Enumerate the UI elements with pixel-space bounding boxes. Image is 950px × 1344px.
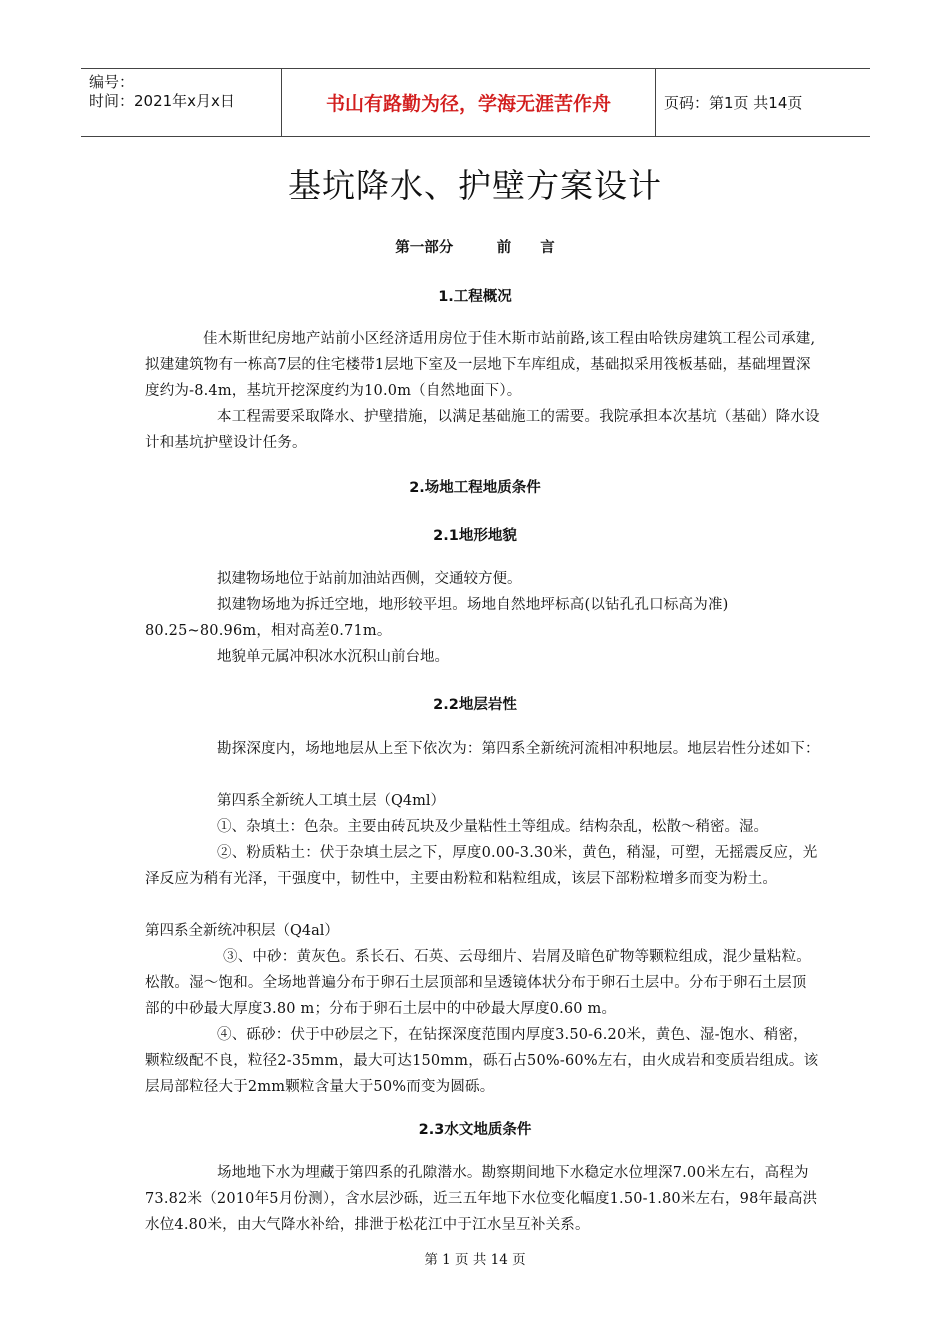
part-heading: 第一部分 前 言	[395, 240, 555, 256]
header-page-label: 页码：第1页 共14页	[664, 94, 803, 112]
line-fill-layer: 第四系全新统人工填土层（Q4ml）	[217, 793, 445, 809]
paragraph-site-location: 拟建物场地位于站前加油站西侧，交通较方便。	[217, 571, 522, 587]
document-title: 基坑降水、护壁方案设计	[288, 166, 662, 205]
section-heading-2: 2.场地工程地质条件	[409, 480, 541, 496]
paragraph-site-terrain: 拟建物场地为拆迁空地，地形较平坦。场地自然地坪标高(以钻孔孔口标高为准) 80.25~80.96m，相对高差0.71m。	[145, 597, 729, 639]
paragraph-gravel-sand: ④、砾砂：伏于中砂层之下，在钻探深度范围内厚度3.50-6.20米，黄色、湿-饱水、稍密，颗粒级配不良，粒径2-35mm，最大可达150mm，砾石占50%-60%左右，由火成岩和变质岩组成。该层局部粒径大于2mm颗粒含量大于50%而变为圆砾。	[145, 1027, 819, 1095]
date-label: 时间：2021年x月x日	[89, 92, 235, 110]
section-heading-2-1: 2.1地形地貌	[433, 528, 517, 544]
number-label: 编号：	[89, 73, 135, 91]
section-heading-2-2: 2.2地层岩性	[433, 697, 517, 713]
paragraph-strata-intro: 勘探深度内，场地地层从上至下依次为：第四系全新统河流相冲积地层。地层岩性分述如下：	[217, 741, 820, 757]
section-heading-2-3: 2.3水文地质条件	[418, 1122, 532, 1138]
document-header	[81, 68, 870, 137]
page-footer: 第 1 页 共 14 页	[424, 1252, 526, 1268]
paragraph-project-overview: 佳木斯世纪房地产站前小区经济适用房位于佳木斯市站前路,该工程由哈铁房建筑工程公司承建,拟建建筑物有一栋高7层的住宅楼带1层地下室及一层地下车库组成，基础拟采用筏板基础，基础埋置深度约为-8.4m，基坑开挖深度约为10.0m（自然地面下）。	[145, 331, 816, 399]
section-heading-1: 1.工程概况	[438, 289, 512, 305]
paragraph-landform: 地貌单元属冲积冰水沉积山前台地。	[217, 649, 449, 665]
header-motto: 书山有路勤为径，学海无涯苦作舟	[281, 69, 656, 136]
line-alluvial-layer: 第四系全新统冲积层（Q4al）	[145, 923, 339, 939]
line-miscellaneous-fill: ①、杂填土：色杂。主要由砖瓦块及少量粘性土等组成。结构杂乱，松散～稍密。湿。	[217, 819, 768, 835]
paragraph-project-task: 本工程需要采取降水、护壁措施，以满足基础施工的需要。我院承担本次基坑（基础）降水设计和基坑护壁设计任务。	[145, 409, 820, 451]
paragraph-hydrogeology: 场地地下水为埋藏于第四系的孔隙潜水。勘察期间地下水稳定水位埋深7.00米左右，高程为73.82米（2010年5月份测），含水层沙砾，近三五年地下水位变化幅度1.50-1.80米左右，98年最高洪水位4.80米，由大气降水补给，排泄于松花江中于江水呈互补关系。	[145, 1165, 818, 1233]
paragraph-silty-clay: ②、粉质粘土：伏于杂填土层之下，厚度0.00-3.30米，黄色，稍湿，可塑，无摇震反应，光泽反应为稍有光泽，干强度中，韧性中，主要由粉粒和粘粒组成，该层下部粉粒增多而变为粉土。	[145, 845, 818, 887]
header-meta	[81, 69, 281, 136]
paragraph-medium-sand: ③、中砂：黄灰色。系长石、石英、云母细片、岩屑及暗色矿物等颗粒组成，混少量粘粒。松散。湿～饱和。全场地普遍分布于卵石土层顶部和呈透镜体状分布于卵石土层中。分布于卵石土层顶部的中砂最大厚度3.80 m；分布于卵石土层中的中砂最大厚度0.60 m。	[145, 949, 811, 1017]
